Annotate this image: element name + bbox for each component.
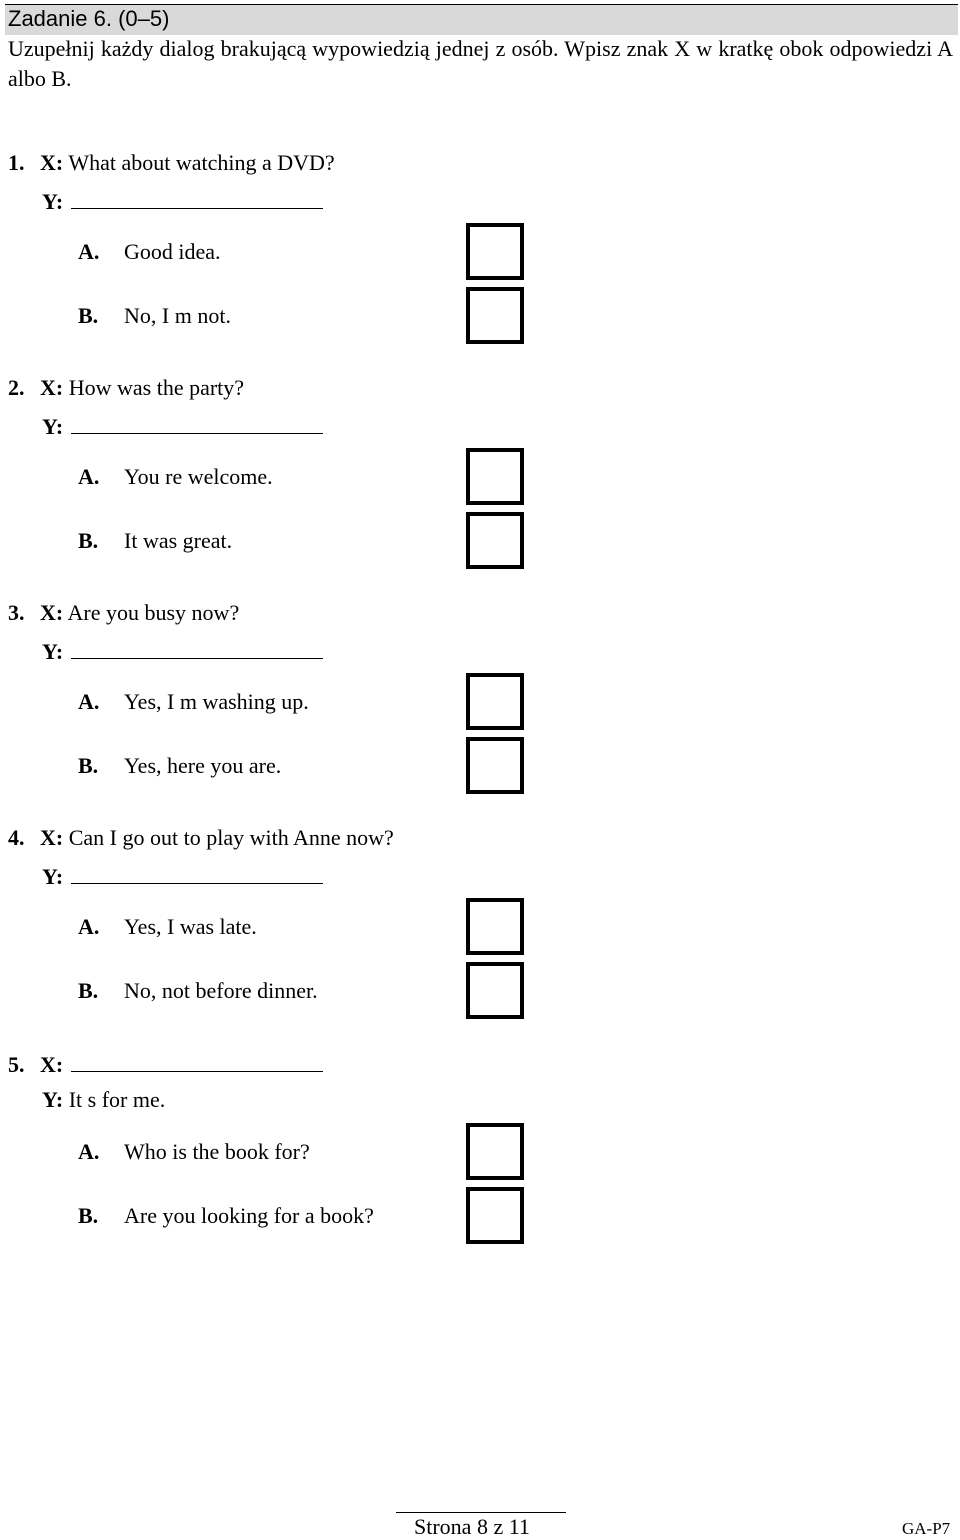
question-number: 5. (8, 1052, 25, 1077)
question-number: 3. (8, 600, 25, 625)
question-x-text: How was the party? (68, 375, 245, 400)
answer-blank (71, 861, 323, 884)
question-4-checkbox-a[interactable] (466, 898, 524, 955)
question-4-option-b (78, 977, 318, 1005)
exam-code: GA-P7 (902, 1519, 951, 1538)
question-1-option-b (78, 302, 231, 330)
question-3-y-line (42, 636, 323, 666)
speaker-y-label: Y: (42, 864, 64, 889)
question-y-text: It s for me. (68, 1087, 166, 1112)
option-letter: A. (78, 239, 100, 264)
option-text: Yes, here you are. (124, 753, 282, 778)
question-5-checkbox-a[interactable] (466, 1123, 524, 1180)
question-4-y-line (42, 861, 323, 891)
question-1-checkbox-b[interactable] (466, 287, 524, 344)
option-letter: B. (78, 753, 99, 778)
option-letter: A. (78, 689, 100, 714)
option-letter: A. (78, 914, 100, 939)
speaker-x-label: X: (40, 825, 64, 850)
question-2-checkbox-a[interactable] (466, 448, 524, 505)
option-letter: B. (78, 303, 99, 328)
option-text: No, I m not. (124, 303, 231, 328)
option-text: Good idea. (124, 239, 221, 264)
question-number: 2. (8, 375, 25, 400)
question-3-checkbox-a[interactable] (466, 673, 524, 730)
option-letter: B. (78, 1203, 99, 1228)
speaker-y-label: Y: (42, 1087, 64, 1112)
question-4-x-line (8, 824, 394, 852)
option-text: No, not before dinner. (124, 978, 318, 1003)
option-letter: B. (78, 528, 99, 553)
task-title: Zadanie 6. (0–5) (8, 6, 170, 31)
option-text: You re welcome. (124, 464, 273, 489)
option-text: Who is the book for? (124, 1139, 310, 1164)
speaker-y-label: Y: (42, 639, 64, 664)
option-text: It was great. (124, 528, 233, 553)
answer-blank (71, 411, 323, 434)
question-4-checkbox-b[interactable] (466, 962, 524, 1019)
question-5-y-line (42, 1086, 165, 1114)
question-x-text: Can I go out to play with Anne now? (68, 825, 394, 850)
task-instructions: Uzupełnij każdy dialog brakującą wypowiedzią jednej z osób. Wpisz znak X w kratkę obok odpowiedzi A albo B. (8, 36, 953, 91)
question-number: 4. (8, 825, 25, 850)
question-5-option-a (78, 1138, 310, 1166)
question-2-option-b (78, 527, 232, 555)
question-x-text: Are you busy now? (67, 600, 240, 625)
question-2-option-a (78, 463, 273, 491)
option-text: Are you looking for a book? (124, 1203, 374, 1228)
question-2-checkbox-b[interactable] (466, 512, 524, 569)
question-1-checkbox-a[interactable] (466, 223, 524, 280)
question-3-option-b (78, 752, 281, 780)
question-1-x-line (8, 149, 335, 177)
option-letter: B. (78, 978, 99, 1003)
answer-blank (71, 1049, 323, 1072)
answer-blank (71, 636, 323, 659)
footer-divider (396, 1512, 566, 1513)
question-5-x-line (8, 1049, 323, 1079)
question-5-checkbox-b[interactable] (466, 1187, 524, 1244)
question-3-option-a (78, 688, 309, 716)
question-4-option-a (78, 913, 257, 941)
speaker-x-label: X: (40, 1052, 64, 1077)
answer-blank (71, 186, 323, 209)
speaker-y-label: Y: (42, 414, 64, 439)
question-1-y-line (42, 186, 323, 216)
question-x-text: What about watching a DVD? (68, 150, 335, 175)
question-3-checkbox-b[interactable] (466, 737, 524, 794)
question-5-option-b (78, 1202, 374, 1230)
option-text: Yes, I m washing up. (124, 689, 309, 714)
option-letter: A. (78, 1139, 100, 1164)
question-2-x-line (8, 374, 244, 402)
speaker-x-label: X: (40, 375, 64, 400)
speaker-y-label: Y: (42, 189, 64, 214)
question-number: 1. (8, 150, 25, 175)
speaker-x-label: X: (40, 600, 64, 625)
option-letter: A. (78, 464, 100, 489)
page-number: Strona 8 z 11 (414, 1514, 530, 1539)
option-text: Yes, I was late. (124, 914, 257, 939)
question-3-x-line (8, 599, 239, 627)
speaker-x-label: X: (40, 150, 64, 175)
question-1-option-a (78, 238, 221, 266)
question-2-y-line (42, 411, 323, 441)
